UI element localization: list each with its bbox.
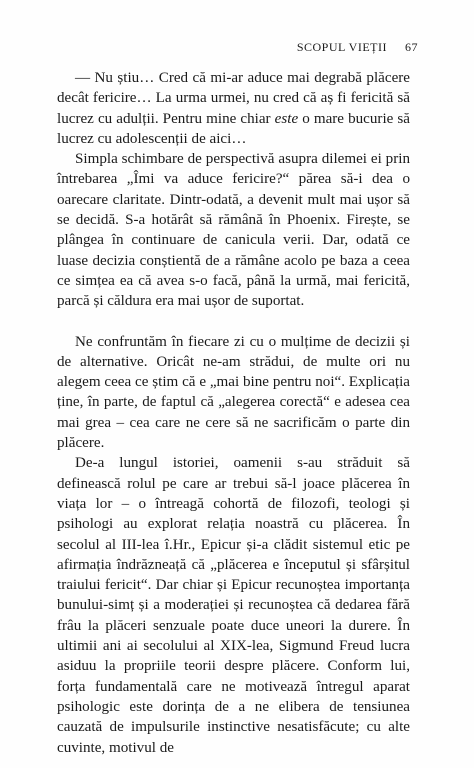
paragraph-section-start [57, 332, 410, 454]
paragraph [57, 453, 410, 757]
paragraph-text: — Nu știu… Cred că mi-ar aduce mai degrabă plăcere decât fericire… La urma urmei, nu cred că aș fi fericită să lucrez cu adulții. Pentru mine chiar [57, 70, 410, 127]
paragraph-text: Simpla schimbare de perspectivă asupra dilemei ei prin întrebarea „Îmi va aduce fericire?“ părea să-i dea o oarecare claritate. Dintr-odată, a devenit mult mai ușor să se decidă. S-a hotărât să rămână în Phoenix. Firește, se plângea în continuare de canicula verii. Dar, odată ce luase decizia conștientă de a rămâne acolo pe baza a ceea ce simțea ea că avea s-o facă, până la urmă, mai fericită, parcă și căldura era mai ușor de suportat. [57, 151, 410, 310]
paragraph-text: Ne confruntăm în fiecare zi cu o mulțime de decizii și de alternative. Oricât ne-am strădui, de multe ori nu alegem ceea ce știm că e „mai bine pentru noi“. Explicația ține, în parte, de faptul că „alegerea corectă“ e adesea cea mai grea – cea care ne cere să ne sacrificăm o parte din plăcere. [57, 333, 410, 452]
page-number: 67 [405, 40, 418, 54]
running-title: SCOPUL VIEȚII [296, 40, 387, 54]
paragraph [57, 149, 410, 311]
paragraph-dialogue [57, 68, 410, 149]
running-header [297, 40, 418, 55]
body-text [57, 68, 410, 758]
paragraph-text: o mare bucurie să lucrez cu adolescenții de aici… [57, 110, 410, 147]
paragraph-text: De-a lungul istoriei, oamenii s-au străduit să definească rolul pe care ar trebui să-l joace plăcerea în viața lor – o întreagă cohortă de filozofi, teologi și psihologi au explorat relația noastră cu plăcerea. În secolul al III-lea î.Hr., Epicur și-a clădit sistemul etic pe afirmația îndrăzneață că „plăcerea e începutul și sfârșitul traiului fericit“. Dar chiar și Epicur recunoștea importanța bunului-simț și a moderației și recunoștea că dedarea fără frâu la plăceri senzuale poate duce uneori la durere. În ultimii ani ai secolului al XIX-lea, Sigmund Freud lucra asiduu la propriile teorii despre plăcere. Conform lui, forța fundamentală care ne motivează întregul aparat psihologic este dorința de a ne elibera de tensiunea cauzată de impulsurile instinctive nesatisfăcute; cu alte cuvinte, motivul de [57, 455, 410, 756]
emphasized-word: este [274, 110, 299, 127]
